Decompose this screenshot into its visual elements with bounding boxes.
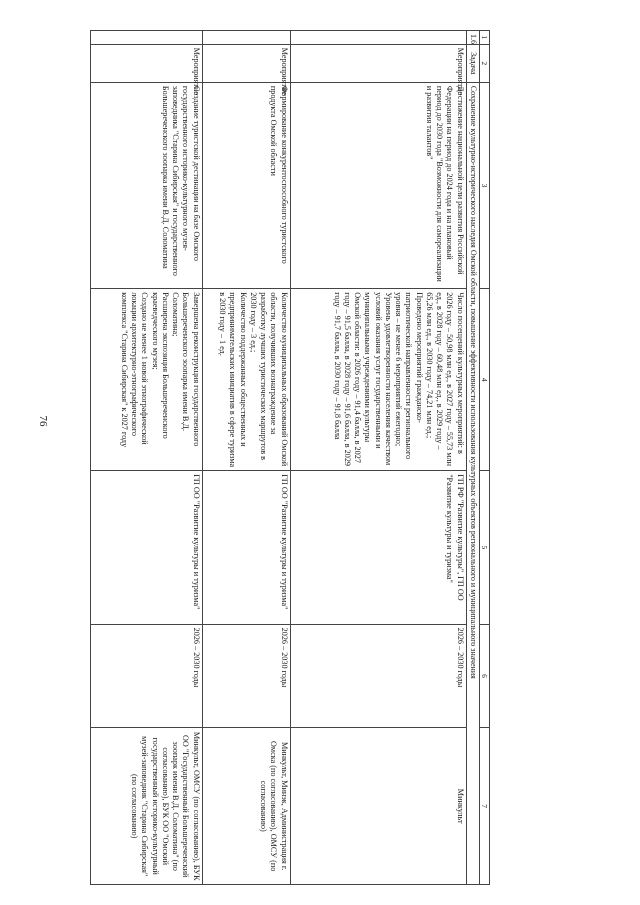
row-executors: Минкульт: [290, 728, 466, 885]
col-number-4: 4: [479, 289, 489, 471]
table-row: [202, 31, 290, 885]
indicator-line: Проведено мероприятий гражданско-патриотической направленности регионального уровня – не менее 6 мероприятий ежегодно;: [394, 292, 424, 460]
row-name: Достижение национальной цели развития Российской Федерации на период до 2024 года и на плановый период до 2030 года "Возможности для самореализации и развития талантов": [290, 82, 466, 288]
row-indicators: [202, 289, 290, 471]
column-number-row: [479, 31, 489, 885]
col-number-1: 1: [479, 31, 489, 45]
section-task-label: Задача: [466, 44, 479, 82]
indicator-line: Число посещений культурных мероприятий: в 2026 году – 50,98 млн ед., в 2027 году – 55,73 млн ед., в 2028 году – 60,48 млн ед., в 2029 году – 65,26 млн ед., в 2030 году – 74,21 млн ед.;: [424, 292, 465, 466]
row-period: 2026 – 2030 годы: [90, 624, 202, 728]
row-indicators: [90, 289, 202, 471]
indicator-line: Расширена экспозиция Большереченского краеведческого музея;: [150, 292, 170, 439]
plan-table: [90, 30, 490, 885]
section-row: [466, 31, 479, 885]
row-name: Создание туристской дестинации на базе Омского государственного историко-культурного музея-заповедника "Старина Сибирская" и государственного Большереченского зоопарка имени В.Д. Соломатина: [90, 82, 202, 288]
indicator-line: Количество муниципальных образований Омской области, получивших вознаграждение за разработку лучших туристических маршрутов в 2030 году – 3 ед.;: [248, 292, 289, 467]
row-executors: Минкульт, ОМСУ (по согласованию), БУК ОО "Государственный Большереченский зоопарк имени В.Д. Соломатина" (по согласованию), БУК ОО "Омский государственный историко-культурный музей-заповедник "Старина Сибирская" (по согласованию): [90, 728, 202, 885]
col-number-7: 7: [479, 728, 489, 885]
table-row: [90, 31, 202, 885]
row-name: Формирование конкурентоспособного туристского продукта Омской области: [202, 82, 290, 288]
col-number-2: 2: [479, 44, 489, 82]
row-period: 2026 – 2030 годы: [290, 624, 466, 728]
indicator-line: Завершена реконструкция государственного Большереченского зоопарка имени В.Д. Соломатина;: [171, 292, 201, 447]
indicator-line: Создано не менее 1 новой этнографической локации архитектурно-этнографического комплекса "Старина Сибирская" к 2027 году: [119, 292, 150, 448]
col-number-6: 6: [479, 624, 489, 728]
row-programs: ГП ОО "Развитие культуры и туризма": [90, 471, 202, 624]
col-number-3: 3: [479, 82, 489, 288]
row-type: Мероприятие: [202, 44, 290, 82]
row-programs: ГП ОО "Развитие культуры и туризма": [202, 471, 290, 624]
rotated-table-wrapper: [50, 30, 490, 885]
section-number: 1.6: [466, 31, 479, 45]
col-number-5: 5: [479, 471, 489, 624]
row-type: Мероприятие: [290, 44, 466, 82]
row-indicators: [290, 289, 466, 471]
page-number: 76: [37, 415, 49, 427]
row-programs: ГП РФ "Развитие культуры", ГП ОО "Развитие культуры и туризма": [290, 471, 466, 624]
row-period: 2026 – 2030 годы: [202, 624, 290, 728]
section-title: Сохранение культурно-исторического наследия Омской области, повышение эффективности использования культурных объектов регионального и муниципального значения: [466, 82, 479, 884]
indicator-line: Количество поддержанных общественных и предпринимательских инициатив в сфере туризма в 2030 году – 1 ед.: [218, 292, 248, 468]
table-row: [290, 31, 466, 885]
row-type: Мероприятие: [90, 44, 202, 82]
indicator-line: Уровень удовлетворенности населения качеством условий оказания услуг государственными и муниципальными учреждениями культуры Омской области: в 2026 году – 91,4 балла, в 2027 году – 91,5 балла, в 2028 году – 91,6 балла, в 2029 году – 91,7 балла, в 2030 году – 91,8 балла: [332, 292, 393, 467]
row-executors: Минкульт, Минэк, Администрация г. Омска (по согласованию), ОМСУ (по согласованию): [202, 728, 290, 885]
